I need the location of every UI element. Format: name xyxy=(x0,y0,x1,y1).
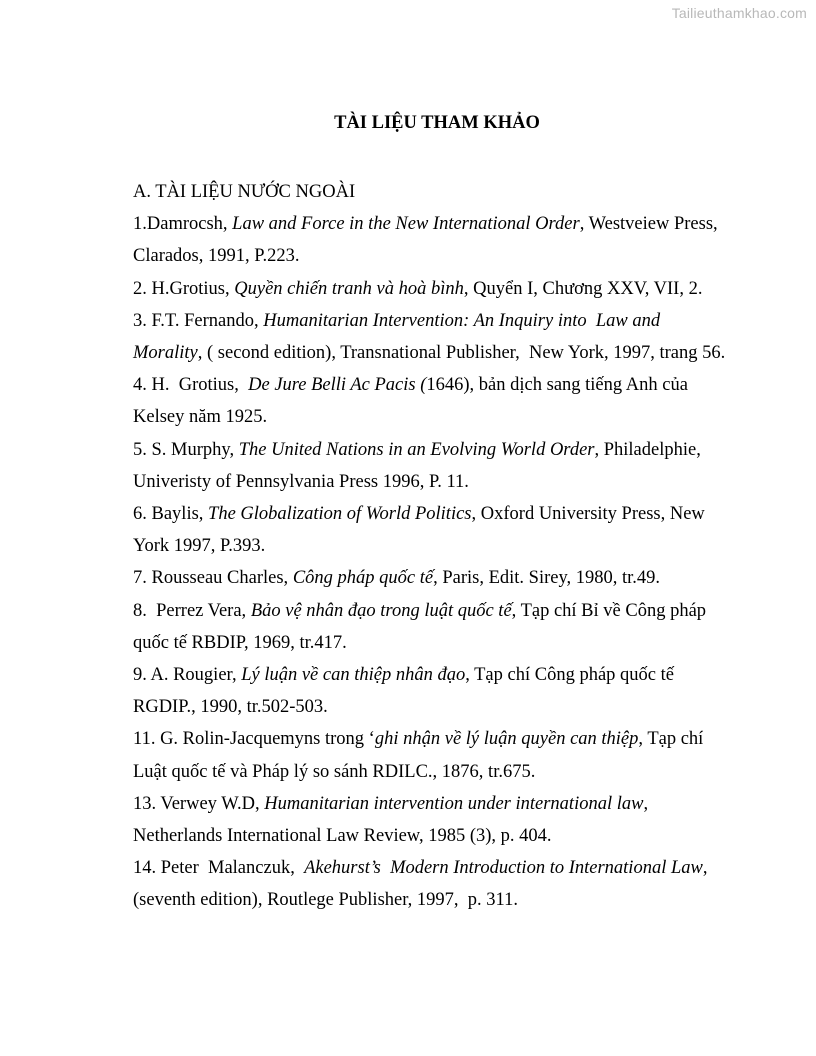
reference-entry xyxy=(133,723,773,787)
reference-text: , Philadelphie, xyxy=(594,439,701,460)
reference-title-text: The Globalization of World Politics xyxy=(208,504,472,525)
reference-text: 1646), bản dịch sang tiếng Anh của xyxy=(426,375,688,396)
reference-line xyxy=(133,595,773,627)
reference-line xyxy=(133,691,773,723)
reference-text: 9. A. Rougier, xyxy=(133,665,242,686)
reference-line xyxy=(133,466,773,498)
reference-line xyxy=(133,498,773,530)
reference-entry xyxy=(133,595,773,659)
reference-line xyxy=(133,401,773,433)
reference-line xyxy=(133,627,773,659)
reference-text: , Tạp chí Công pháp quốc tế xyxy=(465,665,674,686)
reference-title-text: Humanitarian intervention under international law xyxy=(264,793,644,814)
reference-line xyxy=(133,273,773,305)
reference-text: (seventh edition), Routlege Publisher, 1997, p. 311. xyxy=(133,890,518,911)
reference-text: , Westveiew Press, xyxy=(579,214,718,235)
reference-text: , xyxy=(643,793,649,814)
reference-title-text: De Jure Belli Ac Pacis ( xyxy=(248,375,427,396)
reference-title-text: Law and Force in the New International Order xyxy=(232,214,580,235)
reference-line xyxy=(133,240,773,272)
reference-text: Univeristy of Pennsylvania Press 1996, P. 11. xyxy=(133,471,469,492)
reference-text: 8. Perrez Vera, xyxy=(133,600,251,621)
reference-entry xyxy=(133,788,773,852)
page-title: TÀI LIỆU THAM KHẢO xyxy=(334,113,540,133)
reference-text: , Paris, Edit. Sirey, 1980, tr.49. xyxy=(433,568,661,589)
reference-title-text: Bảo vệ nhân đạo trong luật quốc tế xyxy=(250,600,512,621)
reference-line xyxy=(133,884,773,916)
reference-text: 11. G. Rolin-Jacquemyns trong ‘ xyxy=(133,729,375,750)
reference-text: 14. Peter Malanczuk, xyxy=(133,858,305,879)
reference-text: RGDIP., 1990, tr.502-503. xyxy=(133,697,328,718)
reference-line xyxy=(133,305,773,337)
reference-text: 1.Damrocsh, xyxy=(133,214,233,235)
reference-entry xyxy=(133,305,773,369)
reference-text: 2. H.Grotius, xyxy=(133,278,235,299)
reference-entry xyxy=(133,369,773,433)
reference-text: , ( second edition), Transnational Publisher, New York, 1997, trang 56. xyxy=(197,343,726,364)
reference-text: , xyxy=(702,858,708,879)
reference-list xyxy=(133,176,773,917)
reference-line xyxy=(133,820,773,852)
reference-line xyxy=(133,337,773,369)
reference-text: 5. S. Murphy, xyxy=(133,439,239,460)
reference-text: York 1997, P.393. xyxy=(133,536,266,557)
reference-title-text: Lý luận về can thiệp nhân đạo xyxy=(241,665,466,686)
reference-text: quốc tế RBDIP, 1969, tr.417. xyxy=(133,632,347,653)
reference-text: 6. Baylis, xyxy=(133,504,209,525)
reference-line xyxy=(133,788,773,820)
reference-text: , Oxford University Press, New xyxy=(471,504,705,525)
reference-text: , Tạp chí Bỉ về Công pháp xyxy=(511,600,707,621)
reference-text: 4. H. Grotius, xyxy=(133,375,249,396)
reference-text: Netherlands International Law Review, 1985 (3), p. 404. xyxy=(133,826,552,847)
reference-entry xyxy=(133,852,773,916)
reference-line xyxy=(133,852,773,884)
reference-title-text: Humanitarian Intervention: An Inquiry into Law and xyxy=(263,310,661,331)
reference-text: , Tạp chí xyxy=(638,729,704,750)
reference-entry xyxy=(133,273,773,305)
reference-line xyxy=(133,369,773,401)
reference-entry xyxy=(133,659,773,723)
reference-title-text: Morality xyxy=(133,343,198,364)
reference-text: Kelsey năm 1925. xyxy=(133,407,268,428)
reference-line xyxy=(133,434,773,466)
reference-line xyxy=(133,562,773,594)
reference-line xyxy=(133,208,773,240)
reference-line xyxy=(133,530,773,562)
reference-text: 13. Verwey W.D, xyxy=(133,793,265,814)
reference-text: 3. F.T. Fernando, xyxy=(133,310,264,331)
reference-title-text: Công pháp quốc tế xyxy=(292,568,434,589)
reference-title-text: Akehurst’s Modern Introduction to International Law xyxy=(304,858,703,879)
reference-entry xyxy=(133,562,773,594)
references-container xyxy=(133,208,773,916)
reference-entry xyxy=(133,208,773,272)
reference-title-text: The United Nations in an Evolving World Order xyxy=(238,439,595,460)
reference-line xyxy=(133,756,773,788)
reference-title-text: ghi nhận về lý luận quyền can thiệp xyxy=(374,729,639,750)
reference-text: 7. Rousseau Charles, xyxy=(133,568,293,589)
reference-text: Clarados, 1991, P.223. xyxy=(133,246,300,267)
reference-text: Luật quốc tế và Pháp lý so sánh RDILC., 1876, tr.675. xyxy=(133,761,536,782)
section-heading: A. TÀI LIỆU NƯỚC NGOÀI xyxy=(133,182,356,202)
reference-title-text: Quyền chiến tranh và hoà bình xyxy=(234,278,464,299)
watermark: Tailieuthamkhao.com xyxy=(671,5,807,21)
reference-entry xyxy=(133,434,773,498)
reference-text: , Quyển I, Chương XXV, VII, 2. xyxy=(463,278,703,299)
reference-line xyxy=(133,659,773,691)
reference-line xyxy=(133,723,773,755)
reference-entry xyxy=(133,498,773,562)
